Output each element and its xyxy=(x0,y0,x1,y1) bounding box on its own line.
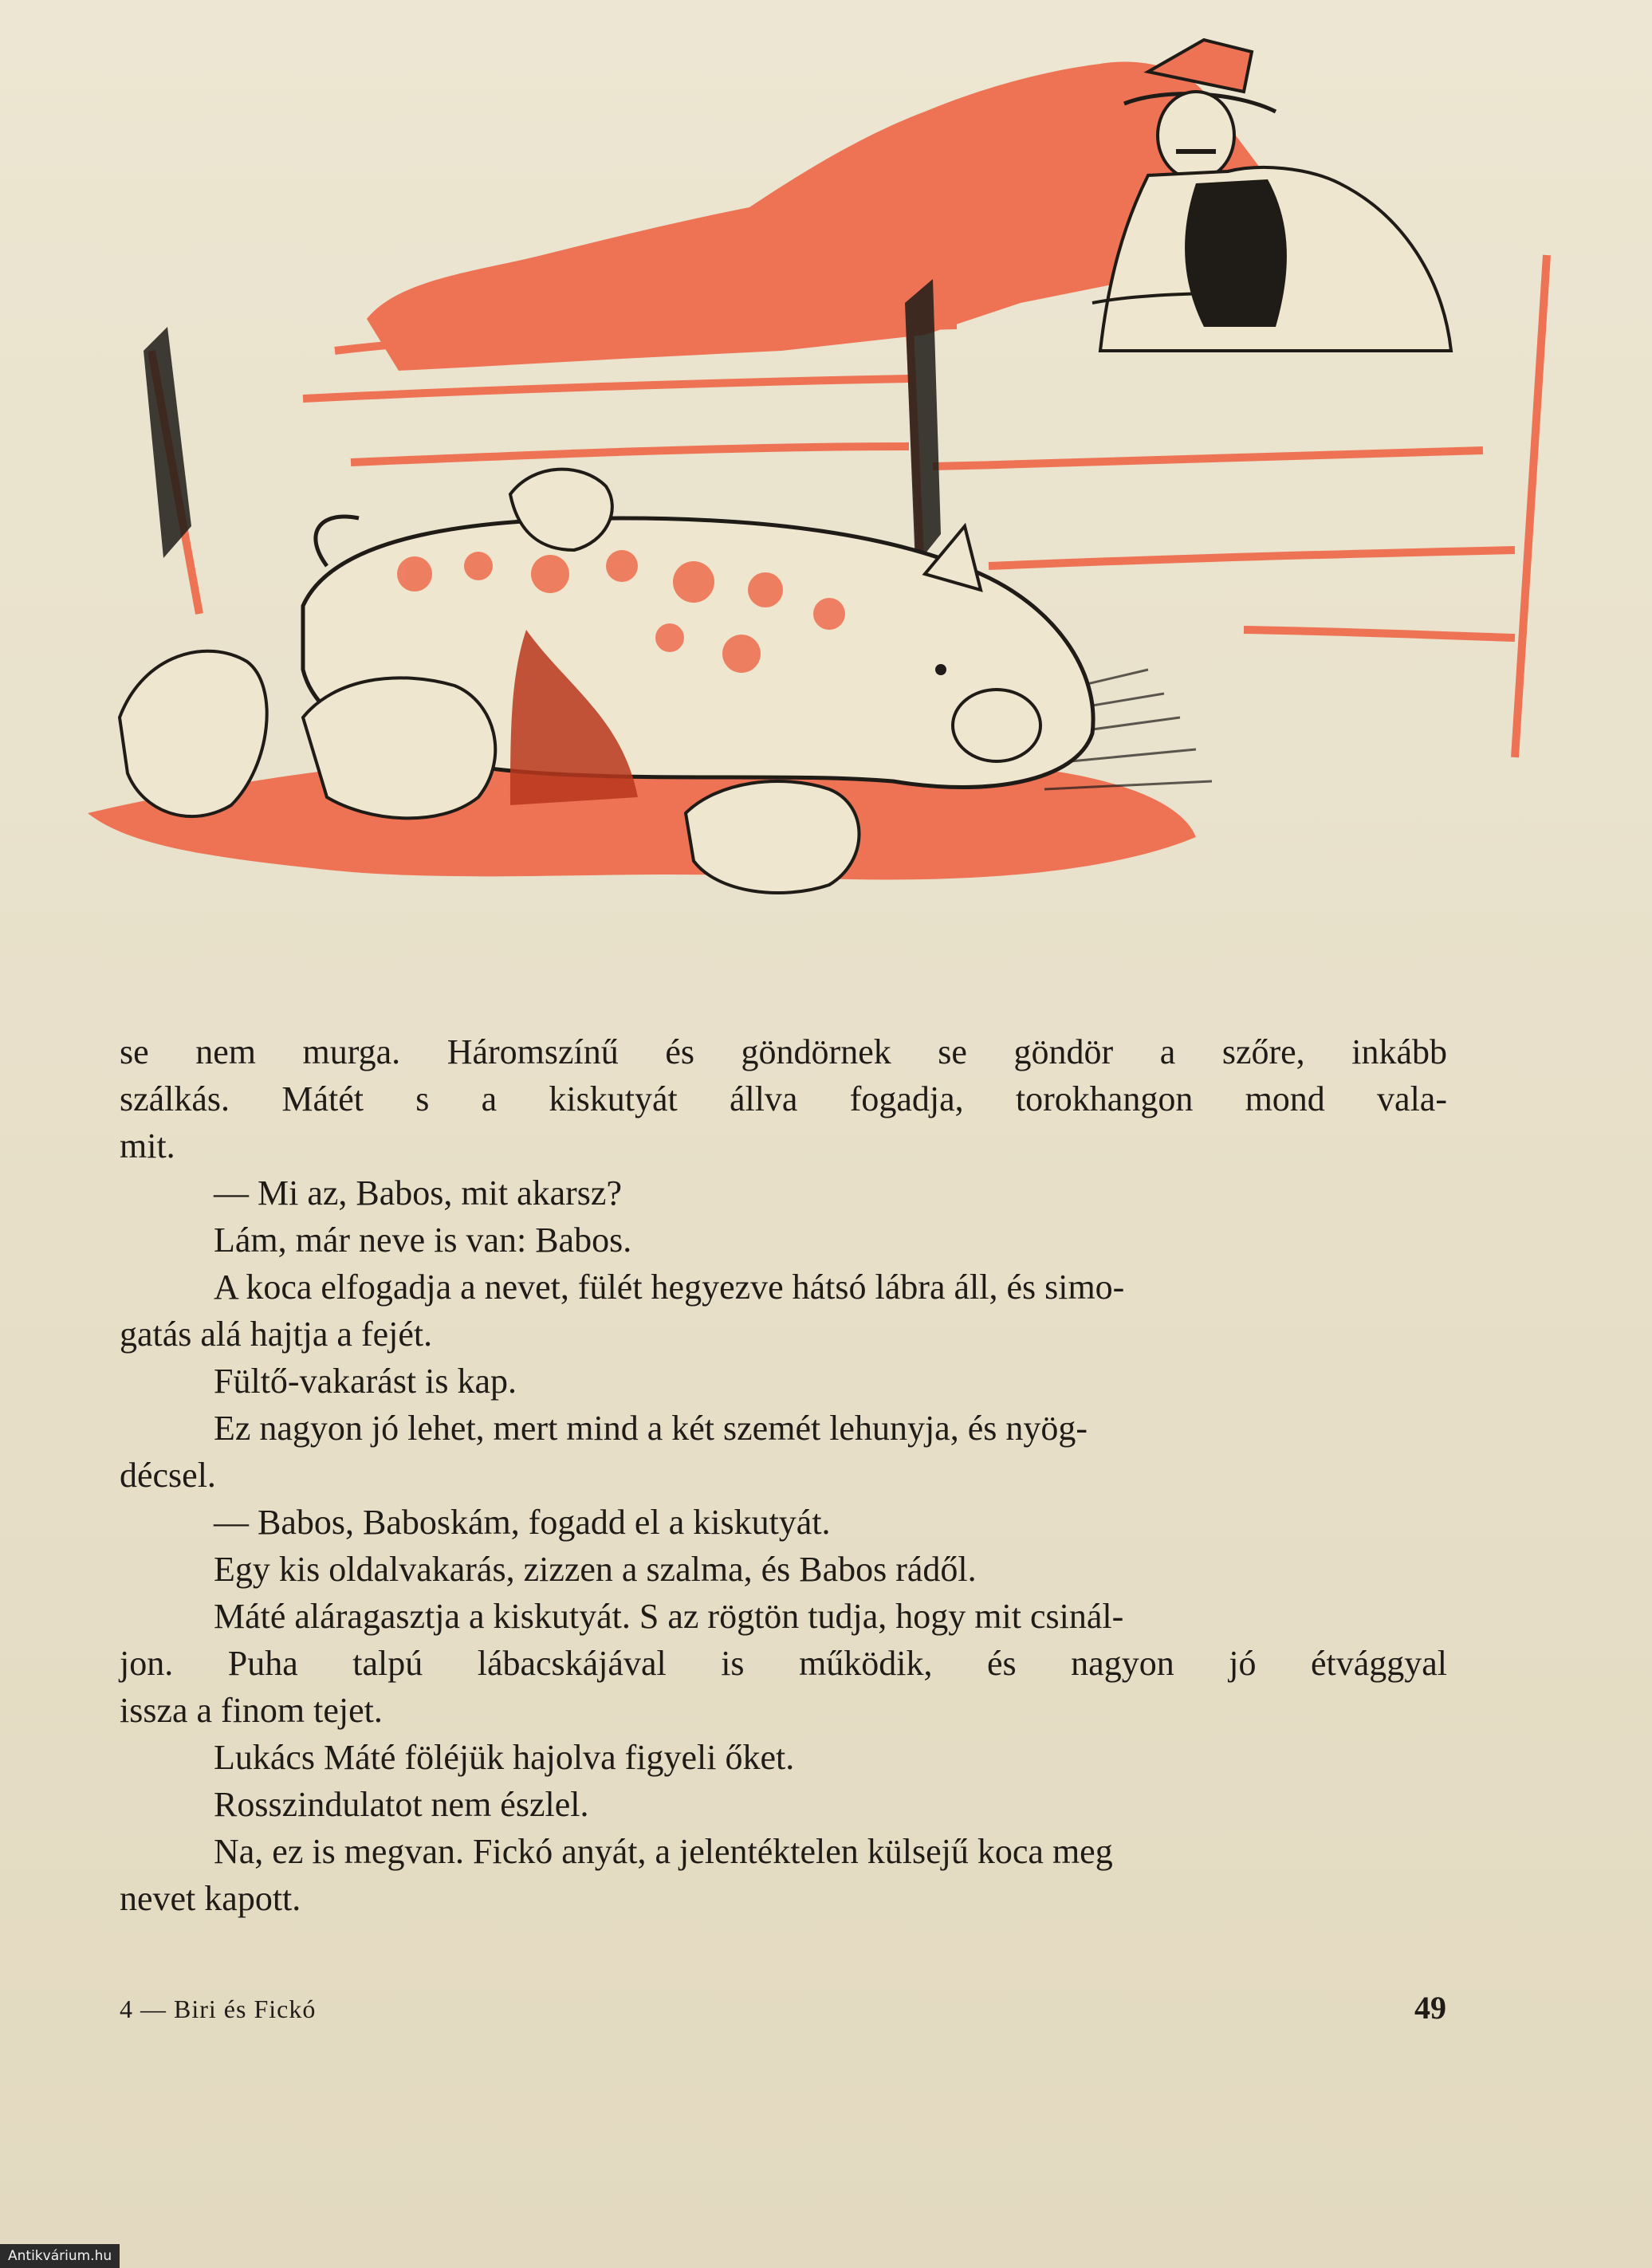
paragraph xyxy=(120,1452,1447,1499)
paragraph xyxy=(120,1593,1447,1640)
paragraph xyxy=(120,1546,1447,1593)
text-line: jon. Puha talpú lábacskájával is működik, és nagyon jó étvággyal xyxy=(120,1644,1447,1683)
text-line: nevet kapott. xyxy=(120,1879,301,1918)
paragraph xyxy=(120,1169,1447,1217)
text-line: gatás alá hajtja a fejét. xyxy=(120,1315,433,1354)
text-line: décsel. xyxy=(120,1456,216,1495)
text-line: — Mi az, Babos, mit akarsz? xyxy=(214,1173,622,1213)
text-line: Fültő-vakarást is kap. xyxy=(214,1362,517,1401)
page-number: 49 xyxy=(1414,1990,1446,2026)
text-line: Máté aláragasztja a kiskutyát. S az rögtön tudja, hogy mit csinál- xyxy=(214,1597,1124,1636)
text-line: Na, ez is megvan. Fickó anyát, a jelentéktelen külsejű koca meg xyxy=(214,1832,1113,1871)
text-line: Egy kis oldalvakarás, zizzen a szalma, és Babos rádől. xyxy=(214,1550,977,1589)
text-line: — Babos, Baboskám, fogadd el a kiskutyát. xyxy=(214,1503,831,1542)
paragraph xyxy=(120,1405,1447,1452)
text-line: szálkás. Mátét s a kiskutyát állva fogadja, torokhangon mond vala- xyxy=(120,1079,1447,1118)
printer-signature: 4 — Biri és Fickó xyxy=(120,1995,317,2023)
paragraph xyxy=(120,1640,1447,1734)
story-text xyxy=(120,1028,1447,1922)
paragraph xyxy=(120,1358,1447,1405)
paragraph xyxy=(120,1264,1447,1311)
paragraph xyxy=(120,1781,1447,1828)
paragraph xyxy=(120,1028,1447,1169)
text-line: A koca elfogadja a nevet, fülét hegyezve hátsó lábra áll, és simo- xyxy=(214,1268,1125,1307)
paragraph xyxy=(120,1875,1447,1922)
text-line: Lukács Máté föléjük hajolva figyeli őket. xyxy=(214,1738,795,1777)
paragraph xyxy=(120,1499,1447,1546)
watermark: Antikvárium.hu xyxy=(0,2244,120,2268)
paragraph xyxy=(120,1828,1447,1875)
text-line: Ez nagyon jó lehet, mert mind a két szemét lehunyja, és nyög- xyxy=(214,1409,1088,1448)
paragraph xyxy=(120,1311,1447,1358)
text-line: Rosszindulatot nem észlel. xyxy=(214,1785,589,1824)
text-line: mit. xyxy=(120,1126,175,1165)
text-line: issza a finom tejet. xyxy=(120,1691,383,1730)
paragraph xyxy=(120,1217,1447,1264)
farm-illustration xyxy=(64,16,1603,973)
text-line: Lám, már neve is van: Babos. xyxy=(214,1220,632,1260)
text-line: se nem murga. Háromszínű és göndörnek se göndör a szőre, inkább xyxy=(120,1032,1447,1071)
paragraph xyxy=(120,1734,1447,1781)
